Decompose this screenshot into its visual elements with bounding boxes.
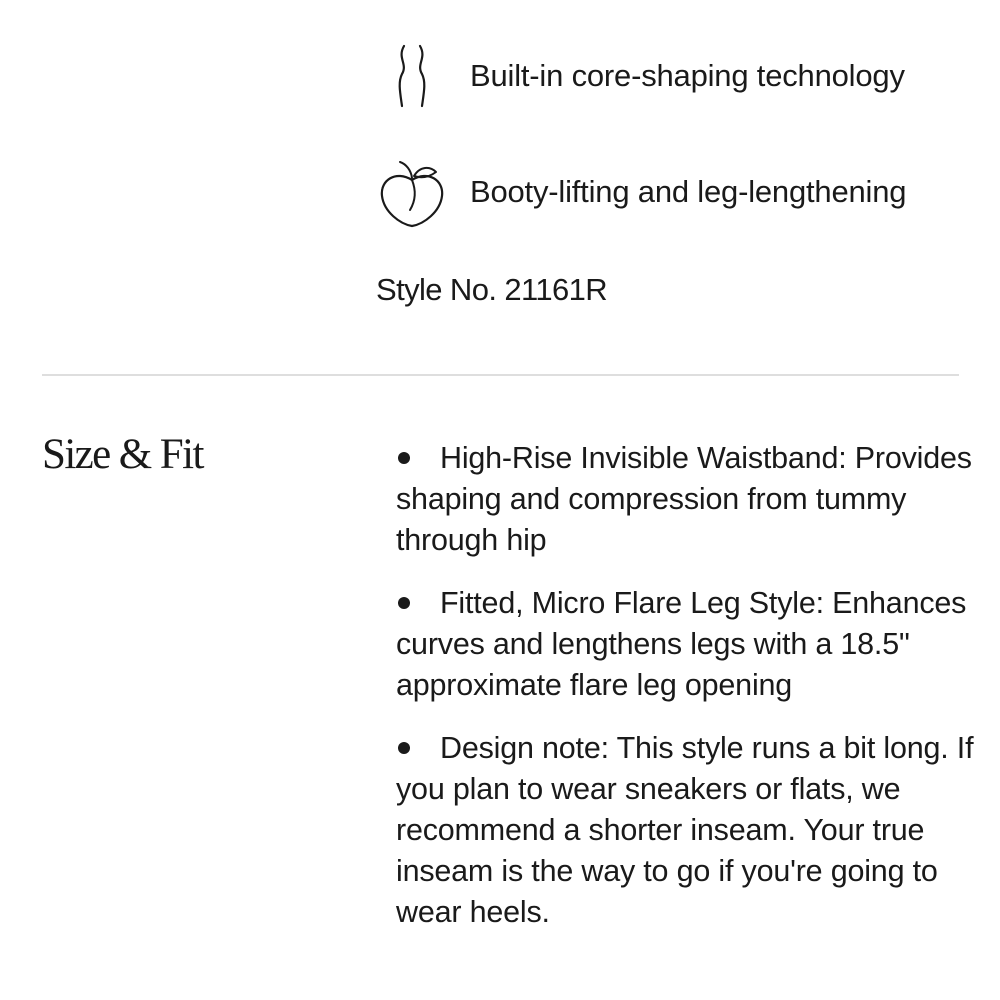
list-item bbox=[396, 583, 976, 706]
list-item bbox=[396, 438, 976, 561]
size-fit-title: Size & Fit bbox=[42, 431, 203, 478]
feature-core-shaping-text: Built-in core-shaping technology bbox=[470, 58, 905, 93]
feature-booty-lifting-text: Booty-lifting and leg-lengthening bbox=[470, 174, 907, 209]
bullet-icon bbox=[398, 452, 410, 464]
size-fit-list bbox=[396, 438, 976, 955]
list-item bbox=[396, 728, 976, 933]
style-number: Style No. 21161R bbox=[376, 272, 608, 307]
feature-core-shaping bbox=[376, 40, 905, 112]
size-fit-item-design-note: Design note: This style runs a bit long. If you plan to wear sneakers or flats, we recommend a shorter inseam. Your true inseam is the way to go if you're going to wear heels. bbox=[396, 731, 974, 929]
peach-icon bbox=[376, 156, 448, 228]
size-fit-item-flare-leg: Fitted, Micro Flare Leg Style: Enhances curves and lengthens legs with a 18.5" approximate flare leg opening bbox=[396, 586, 967, 702]
section-divider bbox=[42, 374, 959, 376]
waist-curves-icon bbox=[376, 40, 448, 112]
size-fit-item-waistband: High-Rise Invisible Waistband: Provides shaping and compression from tummy through hip bbox=[396, 441, 972, 557]
bullet-icon bbox=[398, 742, 410, 754]
feature-booty-lifting bbox=[376, 156, 906, 228]
bullet-icon bbox=[398, 597, 410, 609]
